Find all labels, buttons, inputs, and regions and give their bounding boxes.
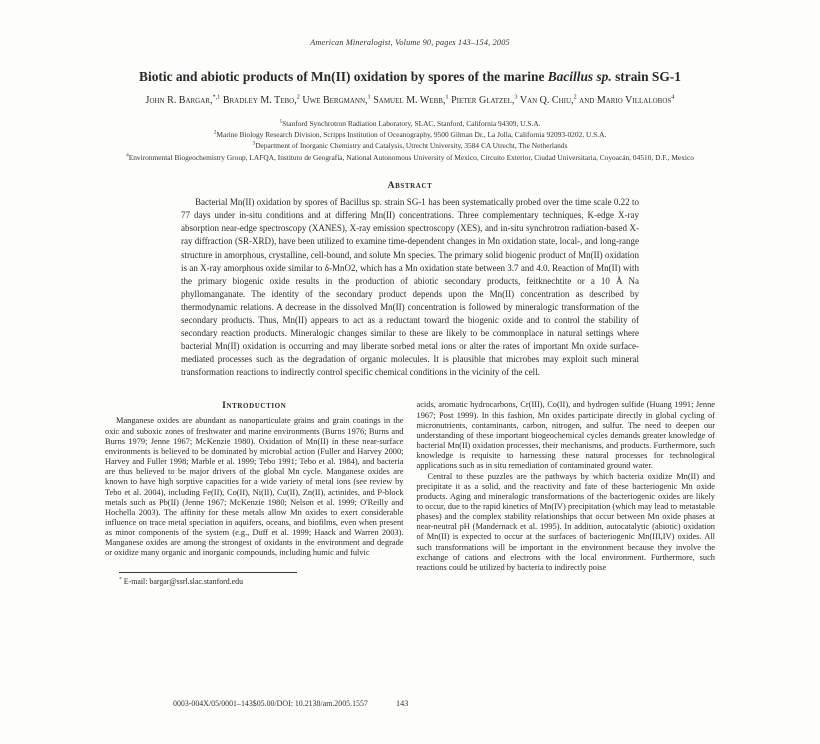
affiliation-number: 3 bbox=[252, 140, 256, 147]
abstract-text: Bacterial Mn(II) oxidation by spores of Bacillus sp. strain SG-1 has been systematically probed over the time scale 0.22 to 77 days under in-situ conditions and at differing Mn(II) concentrations. Three complementary techniques, K-edge X-ray absorption near-edge spectroscopy (XANES), X-ray emission spectroscopy (XES), and in-situ synchrotron radiation-based X-ray diffraction (SR-XRD), have been utilized to examine time-dependent changes in Mn oxidation state, local-, and long-range structure in amorphous, crystalline, cell-bound, and solute Mn species. The primary solid biogenic product of Mn(II) oxidation is an X-ray amorphous oxide similar to δ-MnO2, which has a Mn oxidation state between 3.7 and 4.0. Reaction of Mn(II) with the primary biogenic oxide results in the production of abiotic secondary products, feitknechtite or a 10 Å Na phyllomanganate. The identity of the secondary product depends upon the Mn(II) concentration as described by thermodynamic relations. A decrease in the dissolved Mn(II) concentration is followed by mineralogic transformation of the secondary products. Thus, Mn(II) appears to act as a reductant toward the biogenic oxide and to control the stability of secondary reaction products. Mineralogic changes similar to these are likely to be commonplace in natural settings where bacterial Mn(II) oxidation is occurring and may liberate sorbed metal ions or alter the rates of important Mn oxide surface-mediated processes such as the degradation of organic molecules. It is plausible that microbes may exploit such mineral transformation reactions to indirectly control specific chemical conditions in the vicinity of the cell. bbox=[181, 197, 639, 378]
author-affil-sup: 2 bbox=[573, 93, 577, 101]
author-name-text: Uwe Bergmann, bbox=[302, 95, 368, 106]
footnote-marker: * bbox=[119, 576, 122, 582]
author-name-text: Van Q. Chiu, bbox=[519, 95, 574, 106]
journal-header: American Mineralogist, Volume 90, pages 143–154, 2005 bbox=[310, 38, 510, 47]
affiliation-list bbox=[105, 118, 715, 164]
affiliation-number: 1 bbox=[279, 118, 283, 125]
introduction-paragraph-right: Central to these puzzles are the pathways by which bacteria oxidize Mn(II) and precipitate it as a solid, and the reactivity and fate of these bacteriogenic Mn oxide products. Aging and mineralogic transformations of the bacteriogenic oxides are likely to occur, due to the rapid kinetics of Mn(IV) precipitation (which may lead to metastable phases) and the complex stability relationships that occur between Mn oxide phases at near-neutral pH (Mandernack et al. 1995). In addition, autocatalytic (abiotic) oxidation of Mn(II) is expected to occur at the surfaces of bacteriogenic Mn(III,IV) oxides. All such transformations will be important in the environment because they involve the exchange of cations and electrons with the local environment. Furthermore, such reactions could be utilized by bacteria to indirectly poise bbox=[416, 471, 715, 572]
right-column bbox=[417, 400, 716, 585]
affiliation-text: Environmental Biogeochemistry Group, LAFQA, Instituto de Geografía, National Autonomous University of Mexico, Circuito Exterior, Ciudad Universitaria, Coyoacán, 04510, D.F., Mexico bbox=[128, 152, 694, 162]
introduction-heading: Introduction bbox=[222, 400, 287, 412]
two-column-body bbox=[105, 400, 715, 585]
affiliation-line bbox=[105, 129, 715, 140]
affiliation-line bbox=[105, 140, 715, 151]
author-name bbox=[373, 95, 448, 106]
author-affil-sup: 2 bbox=[296, 93, 300, 101]
author-name-text: Bradley M. Tebo, bbox=[222, 95, 297, 106]
author-line bbox=[105, 95, 715, 108]
left-column bbox=[105, 400, 404, 585]
affiliation-number: 4 bbox=[126, 152, 129, 159]
title-text-pre: Biotic and abiotic products of Mn(II) oxidation by spores of the marine bbox=[139, 69, 548, 84]
introduction-paragraph-right-continuation: acids, aromatic hydrocarbons, Cr(III), Co(II), and hydrogen sulfide (Huang 1991; Jenne 1967; Post 1999). In this fashion, Mn oxides participate directly in global cycling of micronutrients, contaminants, carbon, nitrogen, and sulfur. The need to deepen our understanding of these important biogeochemical cycles demands greater knowledge of bacterial Mn(II) oxidation processes, their mechanisms, and products. Furthermore, such knowledge is requisite to harnessing these natural processes for technological applications such as in situ remediation of contaminated ground water. bbox=[416, 400, 715, 471]
author-name bbox=[146, 95, 221, 106]
abstract-heading: Abstract bbox=[387, 180, 433, 192]
page-content bbox=[105, 38, 715, 586]
author-name bbox=[579, 95, 674, 106]
author-name-text: and Mario Villalobos bbox=[579, 95, 672, 106]
email-footnote bbox=[105, 577, 404, 586]
author-affil-sup: 3 bbox=[514, 93, 518, 101]
title-text-post: strain SG-1 bbox=[611, 69, 681, 84]
affiliation-text: Stanford Synchrotron Radiation Laboratory, SLAC, Stanford, California 94309, U.S.A. bbox=[282, 118, 541, 128]
footnote-divider bbox=[119, 572, 297, 573]
title-species-italic: Bacillus sp. bbox=[547, 69, 612, 84]
author-name bbox=[223, 95, 300, 106]
affiliation-line bbox=[105, 152, 715, 163]
footnote-email-text: E-mail: bargar@ssrl.slac.stanford.edu bbox=[121, 576, 244, 586]
author-affil-sup: 1 bbox=[367, 93, 371, 101]
author-affil-sup: 1 bbox=[445, 93, 449, 101]
affiliation-text: Department of Inorganic Chemistry and Catalysis, Utrecht University, 3584 CA Utrecht, The Netherlands bbox=[255, 141, 568, 151]
author-name bbox=[520, 95, 577, 106]
author-affil-sup: 4 bbox=[671, 93, 675, 101]
author-name-text: John R. Bargar, bbox=[145, 95, 213, 106]
affiliation-line bbox=[105, 118, 715, 129]
affiliation-number: 2 bbox=[213, 129, 217, 136]
paper-title bbox=[105, 69, 715, 85]
author-name-text: Samuel M. Webb, bbox=[373, 95, 446, 106]
author-name bbox=[302, 95, 370, 106]
author-name bbox=[451, 95, 517, 106]
corresponding-author-footnote bbox=[105, 572, 404, 586]
introduction-paragraph-left: Manganese oxides are abundant as nanoparticulate grains and grain coatings in the oxic and suboxic zones of freshwater and marine environments (Burns 1976; Burns and Burns 1979; Jenne 1967; McKenzie 1980). Oxidation of Mn(II) in these near-surface environments is believed to be dominated by microbial action (Fuller and Harvey 2000; Harvey and Fuller 1998; Marble et al. 1999; Tebo 1991; Tebo et al. 1984), and bacteria are thus believed to be major drivers of the global Mn cycle. Manganese oxides are known to have high sorptive capacities for a wide variety of metal ions (see review by Tebo et al. 2004), including Fe(II), Co(II), Ni(II), Cu(II), Zn(II), actinides, and P-block metals such as Pb(II) (Jenne 1967; McKenzie 1980; Nelson et al. 1999; O'Reilly and Hochella 2003). The affinity for these metals allow Mn oxides to exert considerable influence on trace metal speciation in aquifers, oceans, and biofilms, even when present as minor components of the system (e.g., Duff et al. 1999; Haack and Warren 2003). Manganese oxides are among the strongest of oxidants in the environment and degrade or oxidize many organic and inorganic compounds, including humic and fulvic bbox=[105, 416, 404, 558]
author-affil-sup: *,1 bbox=[212, 93, 221, 101]
page-number: 143 bbox=[396, 699, 409, 708]
affiliation-text: Marine Biology Research Division, Scripps Institution of Oceanography, 9500 Gilman Dr., La Jolla, California 92093-0202, U.S.A. bbox=[216, 129, 607, 139]
issn-doi-line: 0003-004X/05/0001–143$05.00/DOI: 10.2138/am.2005.1557 bbox=[173, 699, 368, 708]
author-name-text: Pieter Glatzel, bbox=[451, 95, 515, 106]
